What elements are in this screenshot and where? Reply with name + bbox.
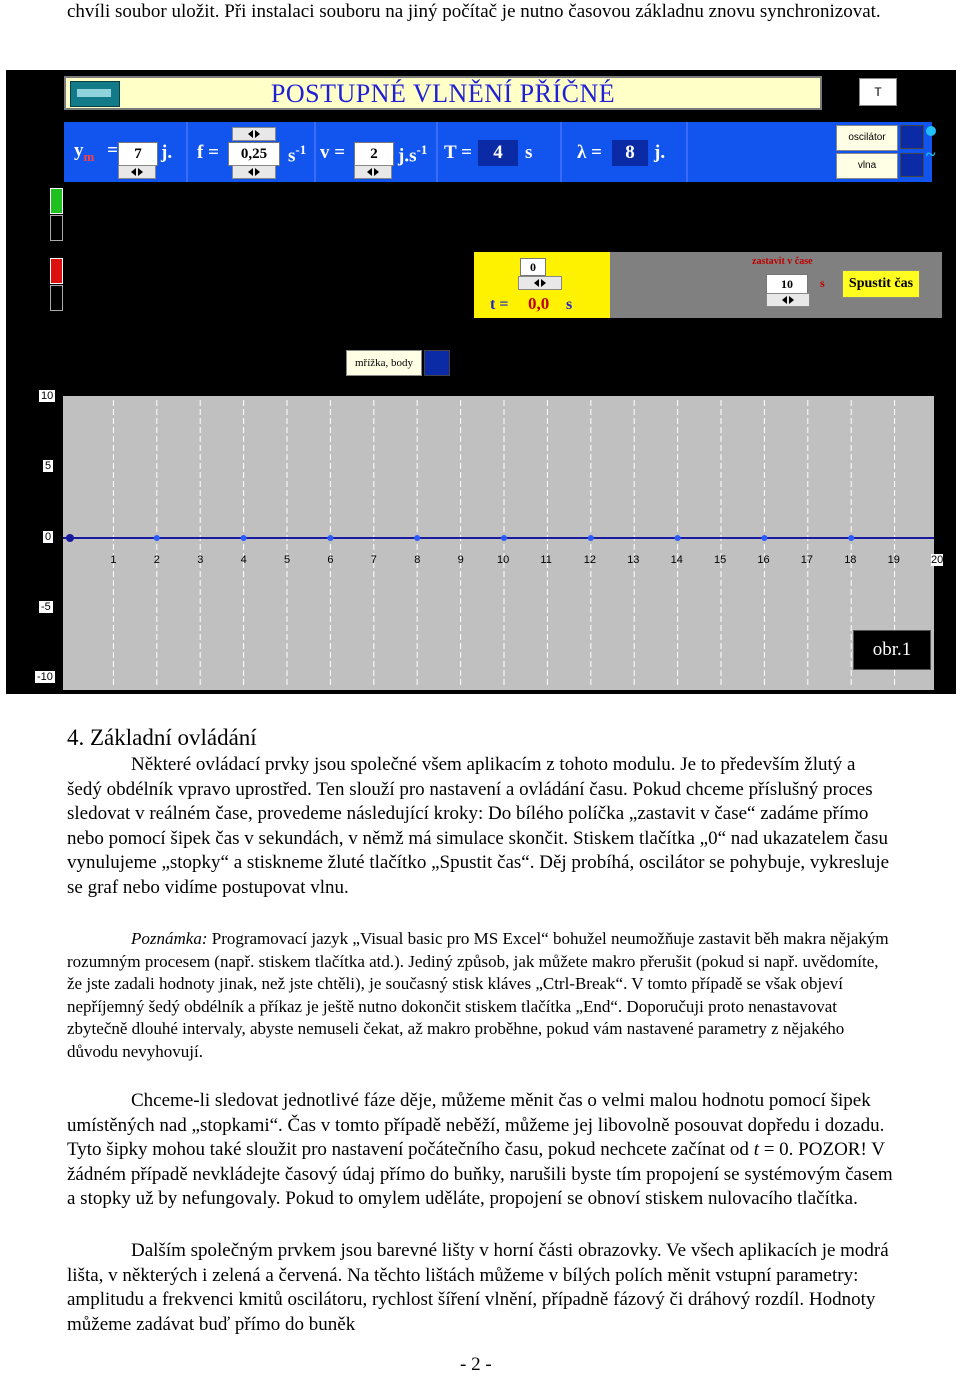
wave-point [414, 535, 420, 541]
red-bar-slot [50, 285, 63, 311]
arrow-right-icon[interactable] [255, 130, 260, 138]
note-paragraph [67, 928, 893, 1063]
note-label: Poznámka: [131, 929, 208, 948]
period-unit: s [525, 142, 533, 163]
x-tick-label: 12 [583, 554, 597, 566]
wave-tilde-icon: ~ [926, 144, 936, 164]
amplitude-label: $y_m$ = [74, 140, 118, 164]
arrow-right-icon[interactable] [138, 168, 143, 176]
divider [186, 122, 188, 182]
stop-time-input[interactable]: 10 [766, 274, 808, 294]
velocity-unit: $j.s^{-1}$ [398, 142, 428, 167]
y-tick-label: -5 [41, 601, 51, 613]
wave-point [241, 535, 247, 541]
grid-points-button[interactable]: mřížka, body [346, 350, 422, 376]
velocity-input[interactable]: 2 [354, 142, 394, 166]
wave-point [848, 535, 854, 541]
wave-plot-svg [63, 396, 934, 690]
frequency-spinner[interactable] [232, 165, 276, 179]
oscillator-toggle[interactable] [900, 125, 924, 149]
oscillator-dot-icon [926, 126, 936, 136]
t-button[interactable]: T [859, 78, 897, 106]
stop-time-spinner[interactable] [766, 293, 810, 307]
x-tick-label: 20 [931, 554, 944, 566]
x-tick-label: 2 [153, 554, 160, 566]
figure-label: obr.1 [853, 630, 931, 670]
title-bar [64, 76, 822, 110]
wave-point [154, 535, 160, 541]
divider [436, 122, 438, 182]
arrow-right-icon[interactable] [255, 168, 260, 176]
paragraph-1: Některé ovládací prvky jsou společné všem aplikacím z tohoto modulu. Je to především žlutý a šedý obdélník vpravo uprostřed. Ten slouží pro nastavení a ovládání času. Pokud chceme příslušný proces sledovat v reálném čase, provedeme následující kroky: Do bílého políčka „zastavit v čase“ zadáme přímo nebo pomocí šipek čas v sekundách, v němž má simulace skončit. Stiskem tlačítka „0“ nad ukazatelem času vynulujeme „stopky“ a stiskneme žluté tlačítko „Spustit čas“. Děj probíhá, oscilátor se pohybuje, vykresluje se graf nebo vidíme postupovat vlnu. [67, 754, 890, 898]
x-tick-label: 15 [714, 554, 727, 566]
wavelength-value: 8 [612, 140, 648, 166]
x-tick-label: 6 [327, 554, 334, 566]
x-tick-label: 9 [457, 554, 464, 566]
time-display-panel [474, 252, 610, 318]
frequency-label: f = [197, 142, 219, 163]
y-tick-label: 0 [45, 531, 52, 543]
parameter-bar [64, 122, 932, 182]
simulation-screenshot [6, 70, 956, 694]
paragraph-2: Chceme-li sledovat jednotlivé fáze děje, můžeme měnit čas o velmi malou hodnotu pomocí šipek umístěných nad „stopkami“. Čas v tomto případě neběží, můžeme jej libovolně posouvat dopředu i dozadu. Tyto šipky mohou také sloužit pro nastavení počátečního času, pokud nechcete začínat od t = 0. POZOR! V žádném případě nevkládejte časový údaj přímo do buňky, narušili byste tím propojení se systémovým časem a stopky už by nefungovaly. Pokud to omylem uděláte, propojení se obnoví stiskem nulovacího tlačítka. [67, 1090, 893, 1209]
amplitude-unit: j. [161, 142, 173, 163]
divider [560, 122, 562, 182]
grid-points-toggle[interactable] [424, 350, 450, 376]
page-number: - 2 - [460, 1354, 492, 1375]
wave-point [675, 535, 681, 541]
wave-toggle[interactable] [900, 153, 924, 177]
arrow-right-icon[interactable] [374, 168, 379, 176]
arrow-left-icon[interactable] [534, 279, 539, 287]
wave-point [327, 535, 333, 541]
x-tick-label: 8 [414, 554, 421, 566]
x-tick-label: 17 [800, 554, 814, 566]
start-time-button[interactable]: Spustit čas [842, 270, 920, 298]
x-tick-label: 18 [844, 554, 857, 566]
wave-button[interactable]: vlna [836, 153, 898, 179]
paragraph-3: Dalším společným prvkem jsou barevné lišty v horní části obrazovky. Ve všech aplikacích je modrá lišta, v některých i zelená a červená. Na těchto lištách můžeme v bílých polích měnit vstupní parametry: amplitudu a frekvenci kmitů oscilátoru, rychlost šíření vlnění, případně fázový či dráhový rozdíl. Hodnoty můžeme zadávat buď přímo do buněk [67, 1240, 889, 1335]
wave-point [588, 535, 594, 541]
divider [686, 122, 688, 182]
x-tick-label: 11 [540, 554, 552, 566]
red-bar-indicator[interactable] [50, 258, 63, 284]
green-bar-indicator[interactable] [50, 188, 63, 214]
amplitude-input[interactable]: 7 [118, 142, 158, 166]
frequency-unit: $s^{-1}$ [288, 142, 307, 167]
note-text: Programovací jazyk „Visual basic pro MS Excel“ bohužel neumožňuje zastavit běh makra nějakým rozumným procesem (např. stiskem tlačítka atd.). Jediný způsob, jak můžete makro přerušit (pokud si např. uvědomíte, že jste zadali hodnoty jinak, než jste chtěli), je současný stisk kláves „Ctrl-Break“. V tomto případě se však objeví nepříjemný šedý obdélník a příkaz je ještě nutno dokončit stiskem tlačítka „End“. Doporučuji proto nenastavovat zbytečně dlouhé intervaly, abyste nemuseli čekat, až makro proběhne, pokud vám nastavené parametry z nějakého důvodu nevyhovují. [67, 929, 889, 1061]
frequency-spinner-top[interactable] [232, 127, 276, 141]
amplitude-spinner[interactable] [118, 165, 156, 179]
divider [314, 122, 316, 182]
velocity-spinner[interactable] [354, 165, 392, 179]
arrow-left-icon[interactable] [782, 296, 787, 304]
frequency-input[interactable]: 0,25 [228, 142, 280, 166]
intro-text: chvíli soubor uložit. Při instalaci souboru na jiný počítač je nutno časovou základnu znovu synchronizovat. [67, 1, 881, 22]
section-heading: 4. Základní ovládání [67, 725, 257, 750]
stop-time-unit: s [820, 276, 825, 290]
arrow-left-icon[interactable] [131, 168, 136, 176]
y-tick-label: 10 [41, 390, 54, 402]
time-unit: s [566, 296, 573, 313]
arrow-left-icon[interactable] [248, 130, 253, 138]
arrow-right-icon[interactable] [541, 279, 546, 287]
time-label: t = [490, 296, 509, 313]
stop-time-label: zastavit v čase [752, 256, 813, 267]
wave-point [66, 534, 74, 542]
y-tick-label: 5 [45, 460, 52, 472]
x-tick-label: 4 [240, 554, 247, 566]
time-value: 0,0 [528, 294, 550, 313]
x-tick-label: 5 [284, 554, 291, 566]
arrow-right-icon[interactable] [789, 296, 794, 304]
reset-time-button[interactable]: 0 [520, 258, 546, 276]
period-label: T = [444, 142, 472, 163]
wave-point [501, 535, 507, 541]
x-tick-label: 10 [497, 554, 510, 566]
x-tick-label: 1 [110, 554, 117, 566]
wave-point [761, 535, 767, 541]
wave-plot [63, 396, 934, 690]
time-control-panel [610, 252, 942, 318]
oscillator-button[interactable]: oscilátor [836, 125, 898, 151]
wavelength-unit: j. [654, 142, 666, 163]
x-tick-label: 16 [757, 554, 770, 566]
app-title: POSTUPNÉ VLNĚNÍ PŘÍČNÉ [270, 79, 616, 108]
wavelength-label: λ = [577, 142, 602, 163]
y-tick-label: -10 [37, 671, 53, 683]
period-value: 4 [478, 140, 518, 166]
arrow-left-icon[interactable] [367, 168, 372, 176]
arrow-left-icon[interactable] [248, 168, 253, 176]
x-tick-label: 7 [370, 554, 377, 566]
x-tick-label: 3 [197, 554, 204, 566]
green-bar-slot [50, 215, 63, 241]
x-tick-label: 14 [670, 554, 683, 566]
y-axis [6, 384, 63, 694]
x-tick-label: 19 [887, 554, 900, 566]
velocity-label: v = [320, 142, 346, 163]
x-tick-label: 13 [627, 554, 640, 566]
time-step-spinner[interactable] [518, 276, 562, 290]
